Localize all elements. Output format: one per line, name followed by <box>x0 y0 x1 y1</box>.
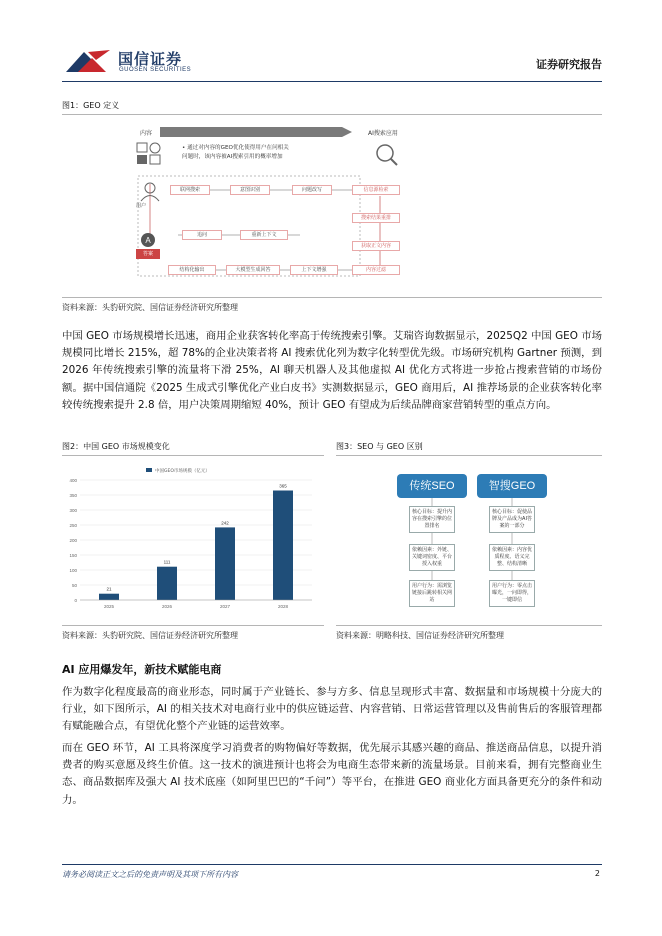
x-tick-label: 2028 <box>277 604 289 609</box>
y-tick-label: 300 <box>69 508 77 513</box>
figure3-caption: 图3：SEO 与 GEO 区别 <box>336 442 423 451</box>
geo-market-size-chart <box>62 462 322 614</box>
bullet-line2: 问题时，该内容被AI搜索引用的概率增加 <box>182 154 283 160</box>
content-types-icon <box>136 142 162 166</box>
y-tick-label: 50 <box>71 583 77 588</box>
page-number: 2 <box>594 869 600 878</box>
footer-disclaimer: 请务必阅读正文之后的免责声明及其项下所有内容 <box>62 870 238 879</box>
geo-card-goal: 核心目标：促使品牌及产品成为AI答案的一部分 <box>489 506 535 533</box>
bar-value-label: 365 <box>279 483 287 489</box>
bar-value-label: 21 <box>106 586 112 592</box>
figure2-top-rule <box>62 455 324 456</box>
ai-badge-icon <box>140 232 156 248</box>
bar <box>99 594 119 600</box>
y-tick-label: 100 <box>69 568 77 573</box>
flow-recontext: 重新上下文 <box>240 230 288 240</box>
figure2-source: 资料来源：头豹研究院、国信证券经济研究所整理 <box>62 631 238 640</box>
figure1-bottom-rule <box>62 297 602 298</box>
user-label: 用户 <box>136 203 147 209</box>
y-tick-label: 250 <box>69 523 77 528</box>
figure2-bottom-rule <box>62 625 324 626</box>
market-growth-paragraph: 中国 GEO 市场规模增长迅速，商用企业获客转化率高于传统搜索引擎。艾瑞咨询数据显示，2025Q2 中国 GEO 市场规模同比增长 215%，超 78%的企业决策者将 AI 搜索优化列为数字化转型优先级。市场研究机构 Gartner 预测，到 2026 年传统搜索引擎的流量将下滑 25%，AI 聊天机器人及其他虚拟 AI 优化方式将进一步抢占搜索营销的市场份额。据中国信通院《2025 生成式引擎优化产业白皮书》实测数据显示，GEO 商用后，AI 推荐场景的企业获客转化率较传统搜索提升 2.8 倍，用户决策周期缩短 40%，预计 GEO 有望成为后续品牌商家营销转型的重点方向。 <box>62 330 602 411</box>
flow-web-search: 联网搜索 <box>170 185 210 195</box>
geo-ecommerce-paragraph: 而在 GEO 环节，AI 工具将深度学习消费者的购物偏好等数据，优先展示其感兴趣的商品、推送商品信息，以提升消费者的购买意愿及终生价值。这一技术的演进预计也将会为电商生态带来新的流量场景。目前来看，拥有完整商业生态、商品数据库及强大 AI 技术底座（如阿里巴巴的“千问”）等平台，在推进 GEO 商业化方面具备更充分的条件和动力。 <box>62 742 602 806</box>
ai-search-icon <box>374 142 398 166</box>
y-tick-label: 0 <box>74 598 77 603</box>
seo-card-factors: 依赖因素：外链、关键词密度、平台授入权重 <box>409 544 455 571</box>
bar-value-label: 111 <box>163 559 171 565</box>
figure1-caption: 图1：GEO 定义 <box>62 101 120 110</box>
diagram-ai-search-label: AI搜索应用 <box>368 130 398 137</box>
answer-box: 答案 <box>136 249 160 259</box>
bullet-line1: • 通过对内容的GEO优化使得用户在问相关 <box>182 145 289 151</box>
diagram-bullet <box>182 144 289 162</box>
legend-label: 中国GEO市场规模（亿元） <box>155 469 210 474</box>
geo-definition-diagram <box>120 124 420 294</box>
section-heading: AI 应用爆发年，新技术赋能电商 <box>62 663 222 676</box>
seo-title: 传统SEO <box>397 474 467 498</box>
figure1-source: 资料来源：头豹研究院、国信证券经济研究所整理 <box>62 303 238 312</box>
x-tick-label: 2027 <box>219 604 231 609</box>
y-tick-label: 200 <box>69 538 77 543</box>
seo-card-goal: 核心目标：提升内容在搜索引擎的位置排名 <box>409 506 455 533</box>
geo-title: 智搜GEO <box>477 474 547 498</box>
y-tick-label: 400 <box>69 478 77 483</box>
y-tick-label: 150 <box>69 553 77 558</box>
flow-top-1: 意图识别 <box>230 185 270 195</box>
geo-card-behavior: 用户行为：零点击曝光，一问即得，一键即信 <box>489 580 535 607</box>
flow-right-2: 获取正文内容 <box>352 241 400 251</box>
x-tick-label: 2026 <box>161 604 173 609</box>
footer-divider <box>62 864 602 865</box>
flow-bottom-3: 上下文增强 <box>290 265 338 275</box>
bar <box>273 491 293 601</box>
seo-vs-geo-diagram <box>385 462 565 614</box>
figure3-bottom-rule <box>336 625 602 626</box>
header-divider <box>62 81 602 82</box>
bar-chart-svg <box>62 462 322 614</box>
x-tick-label: 2025 <box>103 604 115 609</box>
flow-top-2: 问题改写 <box>292 185 332 195</box>
logo-name-en: GUOSEN SECURITIES <box>119 67 192 73</box>
bar-value-label: 242 <box>221 520 229 526</box>
guosen-logo-icon <box>62 46 114 78</box>
ecommerce-paragraph: 作为数字化程度最高的商业形态，同时属于产业链长、参与方多、信息呈现形式丰富、数据量和市场规模十分庞大的行业，如下图所示，AI 的相关技术对电商行业中的供应链运营、内容营销、日常运营管理以及售前售后的客服管理都有赋能融合点，有望优化整个产业链的运营效率。 <box>62 686 602 733</box>
diagram-content-label: 内容 <box>140 130 153 137</box>
legend-swatch <box>146 468 152 472</box>
flow-right-1: 搜索结果重排 <box>352 213 400 223</box>
seo-card-behavior: 用户行为：需浏览链接后跳转相关网站 <box>409 580 455 607</box>
figure2-caption: 图2：中国 GEO 市场规模变化 <box>62 442 170 451</box>
user-icon <box>138 182 162 202</box>
flow-top-3: 信息源检索 <box>352 185 400 195</box>
geo-card-factors: 依赖因素：内容优质程度、语义完整、结构清晰 <box>489 544 535 571</box>
figure1-top-rule <box>62 114 602 115</box>
svg-text:A: A <box>145 236 151 245</box>
flow-followup: 追问 <box>182 230 222 240</box>
flow-bottom-4: 内容过滤 <box>352 265 400 275</box>
figure3-top-rule <box>336 455 602 456</box>
y-tick-label: 350 <box>69 493 77 498</box>
logo-name-cn: 国信证券 <box>118 50 183 68</box>
page-header <box>62 46 602 78</box>
bar <box>157 567 177 600</box>
flow-bottom-1: 结构化输出 <box>168 265 216 275</box>
figure3-source: 资料来源：明略科技、国信证券经济研究所整理 <box>336 631 504 640</box>
report-type: 证券研究报告 <box>536 58 602 71</box>
bar <box>215 527 235 600</box>
flow-bottom-2: 大模型生成回答 <box>226 265 280 275</box>
